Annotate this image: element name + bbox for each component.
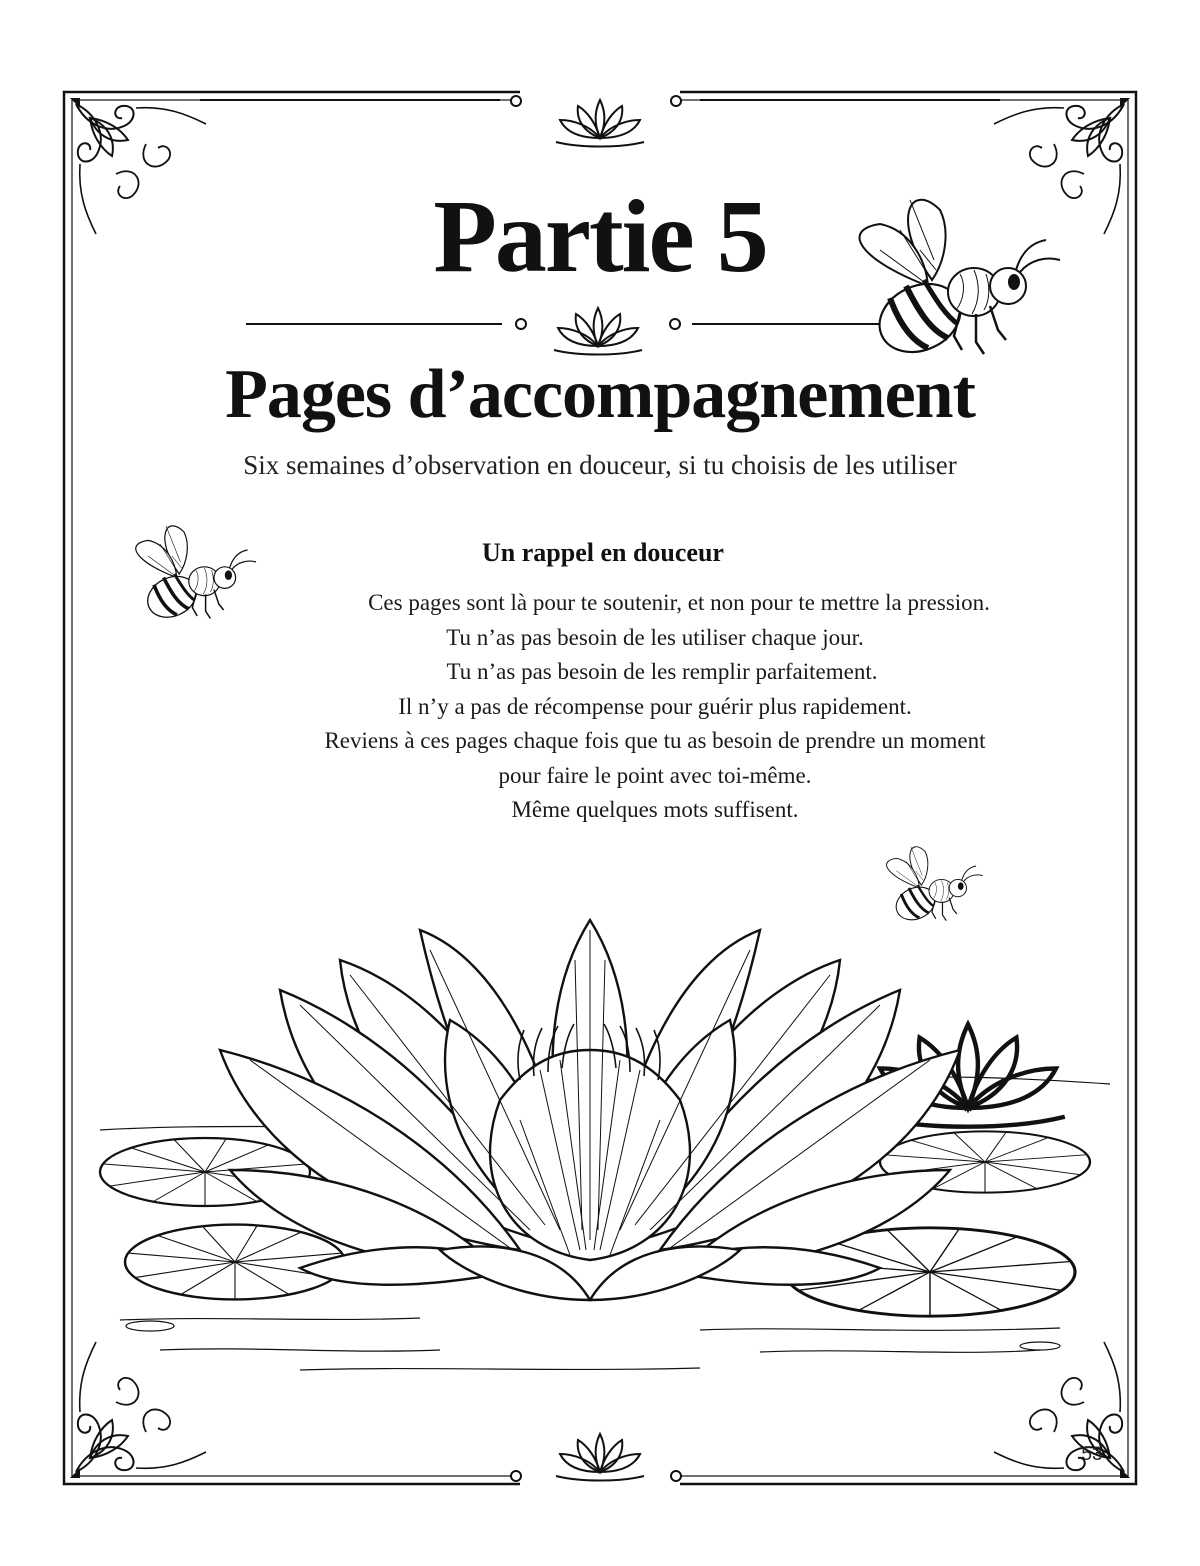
section-subtitle: Pages d’accompagnement	[225, 356, 975, 433]
reminder-line: Reviens à ces pages chaque fois que tu as besoin de prendre un moment	[324, 728, 986, 753]
reminder-line: pour faire le point avec toi-même.	[498, 762, 812, 788]
reminder-line: Ces pages sont là pour te soutenir, et non pour te mettre la pression.	[368, 590, 990, 615]
water-lily-pad-icon	[125, 1225, 345, 1300]
corner-flourish-icon	[70, 1342, 206, 1478]
page-title: Partie 5	[433, 179, 767, 294]
reminder-heading: Un rappel en douceur	[482, 538, 724, 567]
lotus-flower-icon	[554, 308, 642, 355]
reminder-line: Même quelques mots suffisent.	[511, 797, 799, 822]
page-number: 53	[1081, 1444, 1103, 1465]
honeybee-icon	[887, 847, 983, 926]
reminder-line: Tu n’as pas besoin de les remplir parfaitement.	[446, 659, 878, 684]
section-tagline: Six semaines d’observation en douceur, si tu choisis de les utiliser	[243, 450, 957, 480]
reminder-line: Il n’y a pas de récompense pour guérir plus rapidement.	[398, 693, 912, 719]
reminder-body	[250, 586, 1060, 828]
reminder-line: Tu n’as pas besoin de les utiliser chaque jour.	[446, 624, 864, 650]
